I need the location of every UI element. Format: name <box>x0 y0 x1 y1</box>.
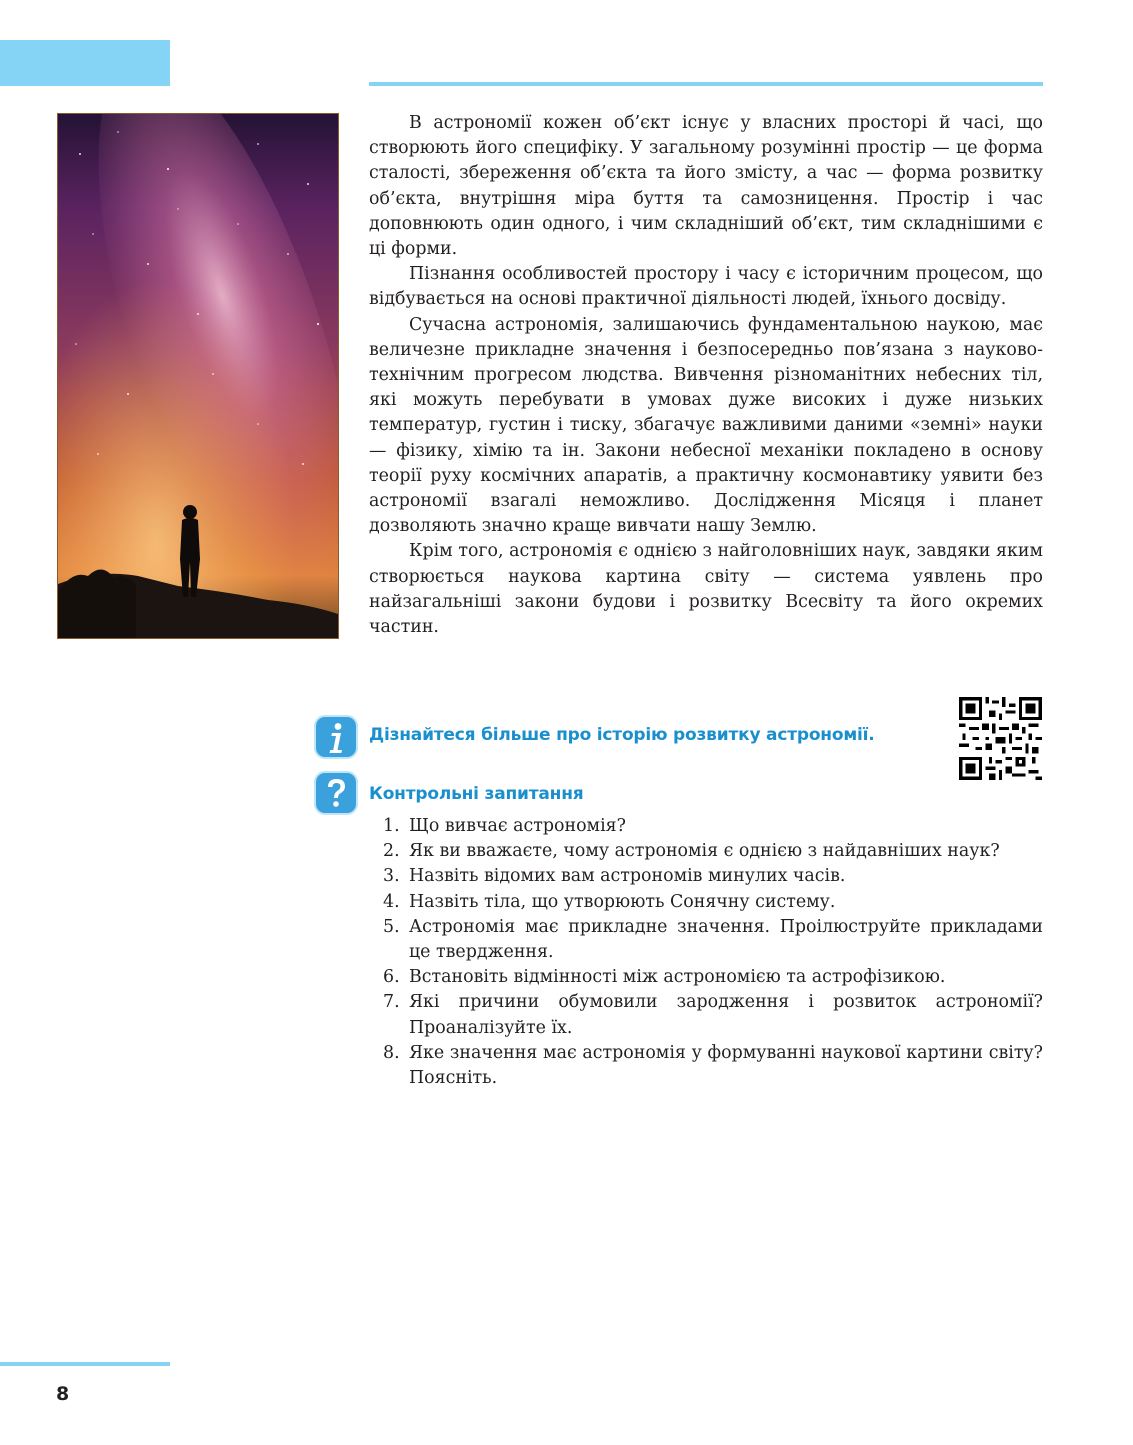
question-item <box>383 990 1043 1040</box>
info-callout[interactable] <box>313 714 1043 760</box>
question-item <box>383 839 1043 864</box>
info-icon <box>313 714 359 760</box>
question-text: Що вивчає астрономія? <box>409 816 626 836</box>
questions-list <box>383 814 1043 1091</box>
paragraph: В астрономії кожен об’єкт існує у власних просторі й часі, що створюють його специфіку. У загальному розумінні простір — це форма сталості, збереження об’єкта та його змісту, а час — форма розвитку об’єкта, внутрішня міра буття та самозницення. Простір і час доповнюють один одного, і чим складніший об’єкт, тим складнішими є ці форми. <box>369 113 1043 260</box>
question-text: Які причини обумовили зародження і розвиток астрономії? Проаналізуйте їх. <box>409 992 1043 1038</box>
questions-title: Контрольні запитання <box>369 784 584 804</box>
question-item <box>383 864 1043 889</box>
header-rule <box>369 82 1043 86</box>
question-item <box>383 915 1043 965</box>
question-item <box>383 890 1043 915</box>
question-number: 6. <box>383 967 400 988</box>
question-text: Астрономія має прикладне значення. Проілюструйте прикладами це твердження. <box>409 916 1043 963</box>
question-item <box>383 965 1043 990</box>
paragraph: Пізнання особливостей простору і часу є історичним процесом, що відбувається на основі практичної діяльності людей, їхнього досвіду. <box>369 264 1043 310</box>
qr-code[interactable] <box>958 697 1043 780</box>
question-item <box>383 814 1043 839</box>
questions-header <box>313 770 1043 818</box>
question-number: 7. <box>383 992 400 1013</box>
paragraph: Сучасна астрономія, залишаючись фундаментальною наукою, має величезне прикладне значення і безпосередньо пов’язана з науково-технічним прогресом людства. Вивчення різноманітних небесних тіл, які можуть перебувати в умовах дуже високих і дуже низьких температур, густин і тиску, збагачує важливими даними «земні» науки — фізику, хімію та ін. Закони небесної механіки покладено в основу теорії руху космічних апаратів, а практичну космонавтику уявити без астрономії взагалі неможливо. Дослідження Місяця і планет дозволяють значно краще вивчати нашу Землю. <box>369 314 1043 537</box>
footer-rule <box>0 1362 170 1366</box>
question-text: Яке значення має астрономія у формуванні наукової картини світу? Поясніть. <box>409 1042 1043 1089</box>
night-sky-photo <box>57 113 339 639</box>
question-text: Встановіть відмінності між астрономією та астрофізикою. <box>409 967 946 988</box>
question-item <box>383 1041 1043 1091</box>
question-icon <box>313 770 359 816</box>
page-number: 8 <box>56 1383 70 1405</box>
question-number: 2. <box>383 841 400 862</box>
header-accent-tab <box>0 40 170 86</box>
question-number: 1. <box>383 816 400 836</box>
info-link-text[interactable]: Дізнайтеся більше про історію розвитку астрономії. <box>369 725 875 745</box>
question-number: 3. <box>383 866 400 887</box>
body-text <box>369 111 1043 640</box>
question-text: Як ви вважаєте, чому астрономія є однією з найдавніших наук? <box>409 841 1000 862</box>
question-number: 8. <box>383 1042 400 1063</box>
question-number: 4. <box>383 891 400 912</box>
question-number: 5. <box>383 916 400 937</box>
paragraph: Крім того, астрономія є однією з найголовніших наук, завдяки яким створюється наукова картина світу — система уявлень про найзагальніші закони будови і розвитку Всесвіту та його окремих частин. <box>369 541 1043 638</box>
question-text: Назвіть відомих вам астрономів минулих часів. <box>409 866 846 887</box>
question-text: Назвіть тіла, що утворюють Сонячну систему. <box>409 891 836 912</box>
